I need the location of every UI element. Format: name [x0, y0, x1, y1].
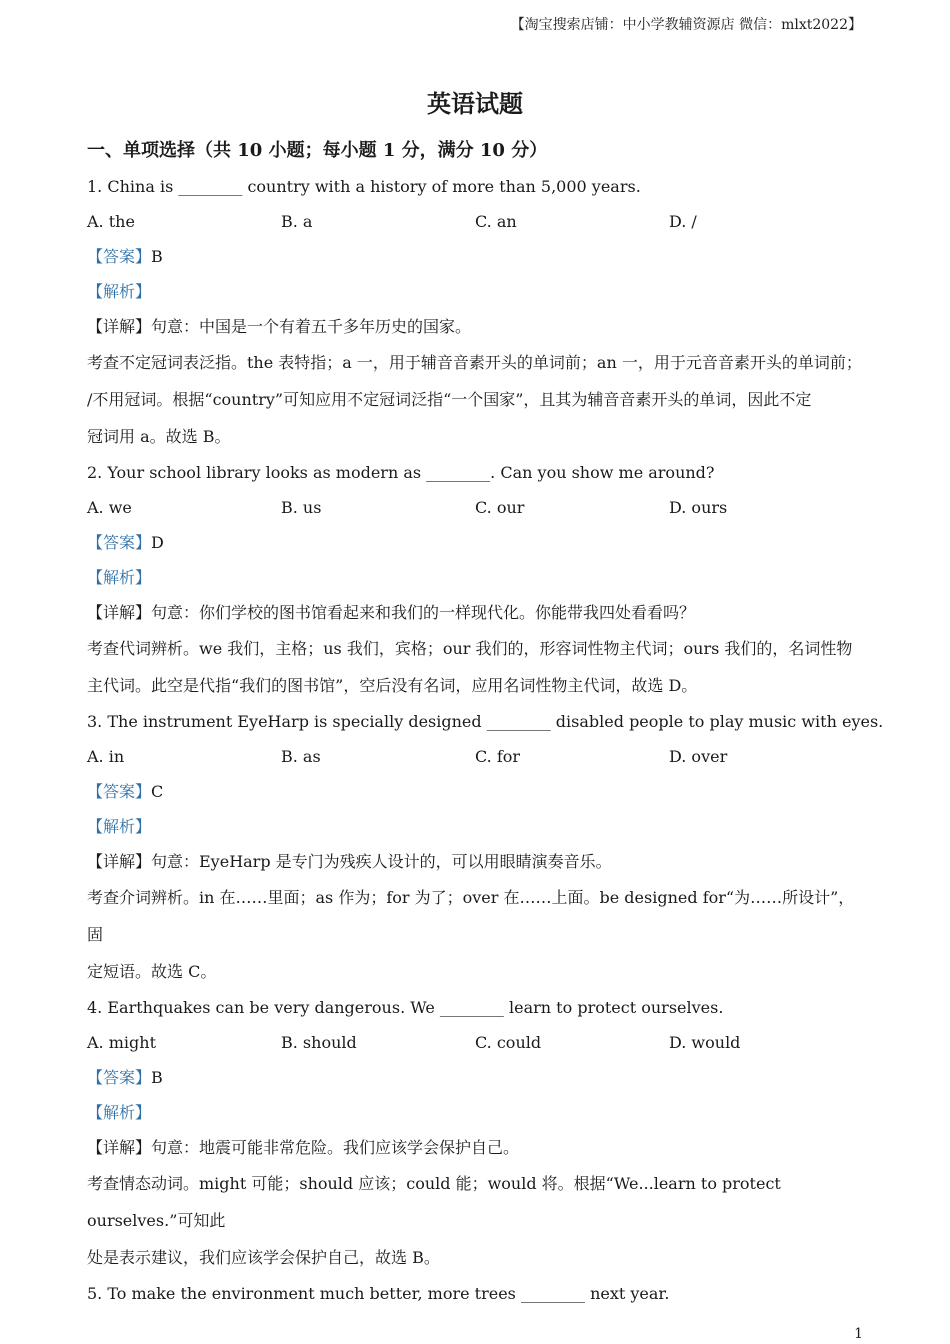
option-a: A. the	[87, 212, 135, 231]
question-1	[87, 169, 867, 455]
question-stem: 1. China is ________ country with a history of more than 5,000 years.	[87, 177, 641, 196]
option-row	[87, 739, 867, 774]
page-title: 英语试题	[427, 89, 523, 118]
explanation-line: 考查不定冠词表泛指。the 表特指；a 一，用于辅音音素开头的单词前；an 一，用于元音音素开头的单词前；	[87, 353, 862, 372]
explanation-line: 处是表示建议，我们应该学会保护自己，故选 B。	[87, 1248, 440, 1267]
header-note: 【淘宝搜索店铺：中小学教辅资源店 微信：mlxt2022】	[510, 17, 862, 33]
option-b: B. us	[281, 498, 322, 517]
explanation-line: 定短语。故选 C。	[87, 962, 217, 981]
option-row	[87, 1025, 867, 1060]
page-number: 1	[854, 1326, 863, 1342]
option-c: C. our	[475, 498, 525, 517]
detail-line: 【详解】句意：中国是一个有着五千多年历史的国家。	[87, 317, 472, 336]
analysis-tag: 【解析】	[87, 1103, 152, 1122]
detail-line: 【详解】句意：你们学校的图书馆看起来和我们的一样现代化。你能带我四处看看吗？	[87, 603, 696, 622]
option-b: B. should	[281, 1033, 357, 1052]
answer-value: B	[151, 247, 163, 266]
answer-line	[87, 1060, 867, 1095]
option-b: B. as	[281, 747, 321, 766]
explanation-line: 考查代词辨析。we 我们，主格；us 我们，宾格；our 我们的，形容词性物主代词；ours 我们的，名词性物	[87, 639, 853, 658]
answer-tag: 【答案】	[87, 533, 152, 552]
answer-value: B	[151, 1068, 163, 1087]
option-c: C. could	[475, 1033, 542, 1052]
question-3	[87, 704, 884, 990]
answer-tag: 【答案】	[87, 247, 152, 266]
option-a: A. we	[87, 498, 132, 517]
option-b: B. a	[281, 212, 313, 231]
answer-value: C	[151, 782, 164, 801]
question-4	[87, 990, 867, 1276]
option-d: D. /	[669, 212, 697, 231]
explanation-line: 冠词用 a。故选 B。	[87, 427, 231, 446]
question-5-stem: 5. To make the environment much better, more trees ________ next year.	[87, 1284, 670, 1303]
answer-line	[87, 239, 867, 274]
option-d: D. over	[669, 747, 728, 766]
option-row	[87, 490, 867, 525]
explanation-line: 考查情态动词。might 可能；should 应该；could 能；would 将。根据“We...learn to protect ourselves.”可知此	[87, 1174, 781, 1230]
answer-tag: 【答案】	[87, 1068, 152, 1087]
option-row	[87, 204, 867, 239]
option-d: D. would	[669, 1033, 741, 1052]
detail-line: 【详解】句意：EyeHarp 是专门为残疾人设计的，可以用眼睛演奏音乐。	[87, 852, 612, 871]
explanation-line: 主代词。此空是代指“我们的图书馆”，空后没有名词，应用名词性物主代词，故选 D。	[87, 676, 698, 695]
option-a: A. in	[87, 747, 125, 766]
document-body	[87, 134, 884, 1311]
option-c: C. for	[475, 747, 521, 766]
analysis-tag: 【解析】	[87, 282, 152, 301]
answer-line	[87, 774, 867, 809]
explanation-line: /不用冠词。根据“country”可知应用不定冠词泛指“一个国家”，且其为辅音音素开头的单词，因此不定	[87, 390, 812, 409]
option-c: C. an	[475, 212, 517, 231]
option-d: D. ours	[669, 498, 728, 517]
answer-value: D	[151, 533, 164, 552]
answer-tag: 【答案】	[87, 782, 152, 801]
explanation-line: 考查介词辨析。in 在……里面；as 作为；for 为了；over 在……上面。be designed for“为……所设计”，固	[87, 888, 855, 944]
detail-line: 【详解】句意：地震可能非常危险。我们应该学会保护自己。	[87, 1138, 520, 1157]
answer-line	[87, 525, 867, 560]
question-2	[87, 455, 867, 704]
analysis-tag: 【解析】	[87, 817, 152, 836]
option-a: A. might	[87, 1033, 156, 1052]
section-heading: 一、单项选择（共 10 小题；每小题 1 分，满分 10 分）	[87, 140, 548, 161]
question-stem: 2. Your school library looks as modern as ________. Can you show me around?	[87, 463, 715, 482]
question-stem: 4. Earthquakes can be very dangerous. We ________ learn to protect ourselves.	[87, 998, 724, 1017]
analysis-tag: 【解析】	[87, 568, 152, 587]
question-stem: 3. The instrument EyeHarp is specially designed ________ disabled people to play music with eyes.	[87, 712, 884, 731]
